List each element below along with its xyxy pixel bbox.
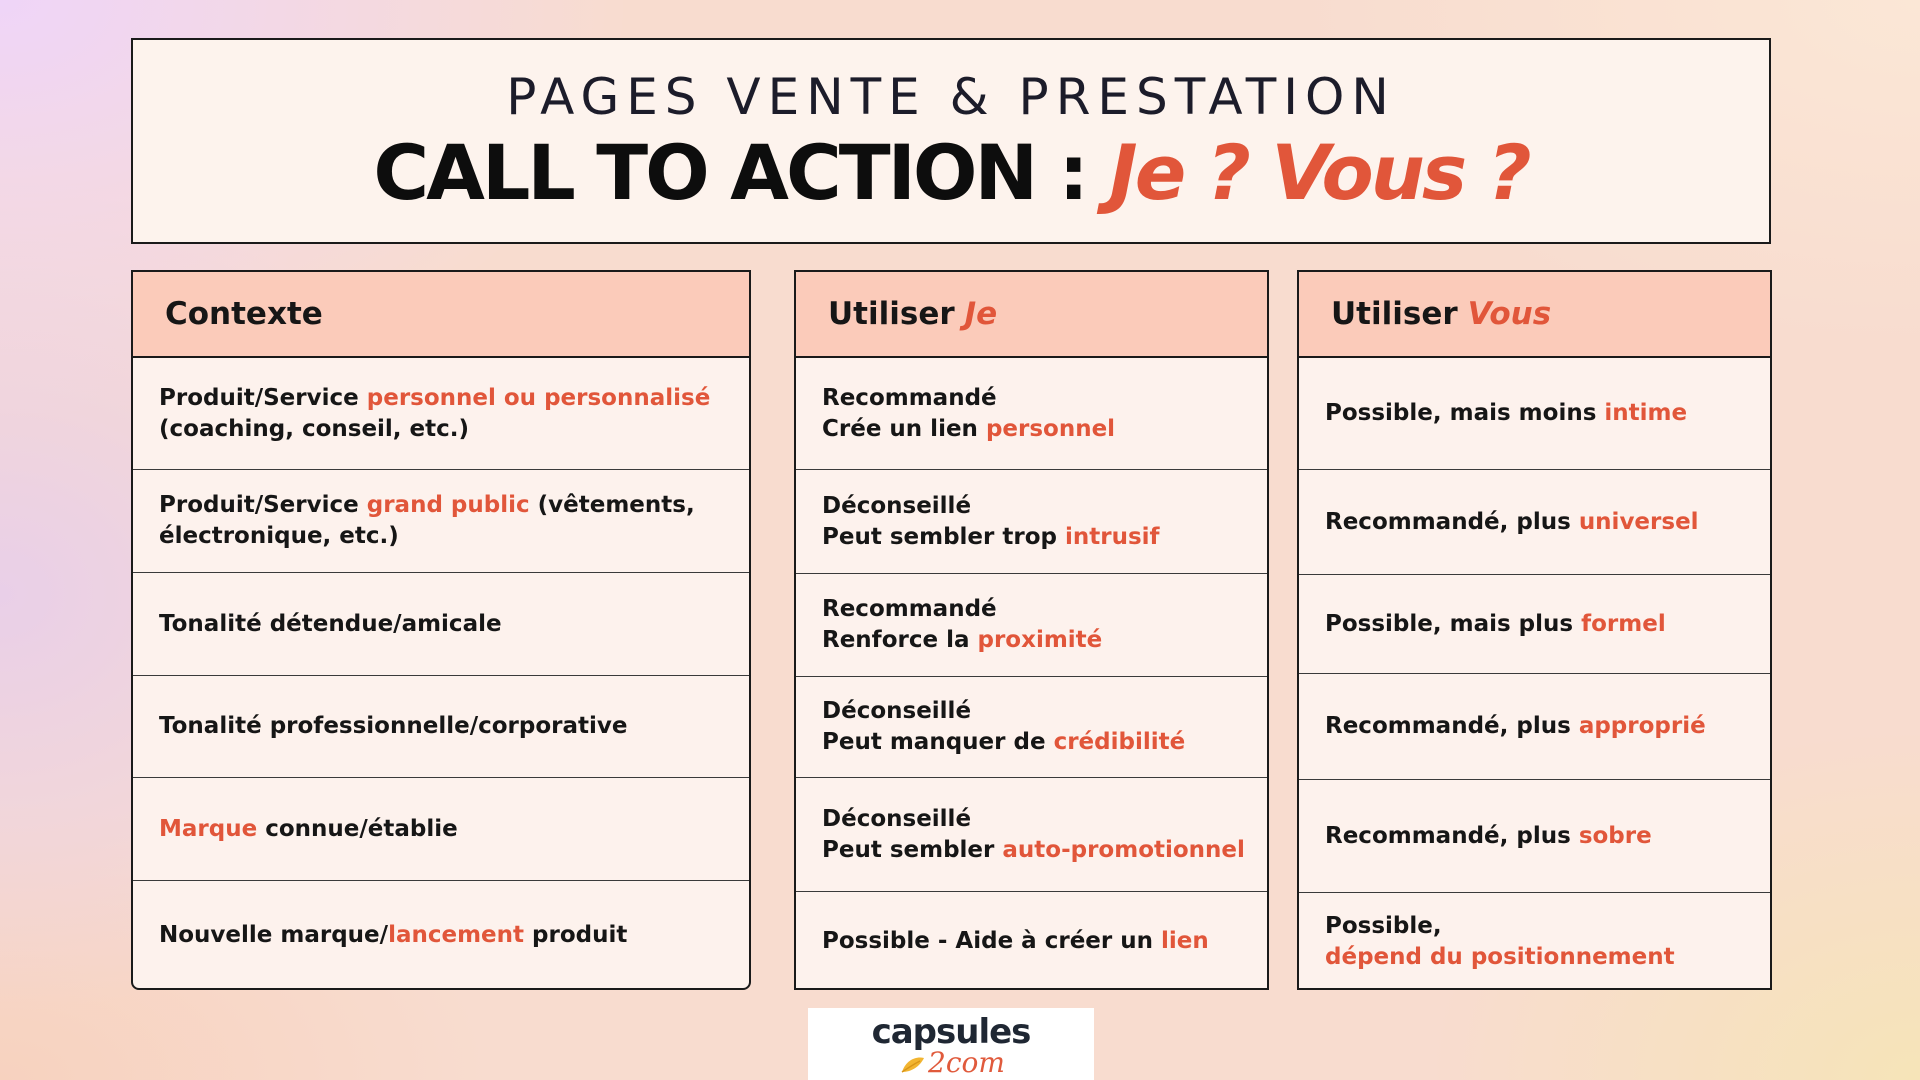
highlight-text: intime	[1604, 400, 1688, 426]
brand-logo	[808, 1008, 1094, 1080]
table-row	[1299, 469, 1770, 574]
row-text-line	[159, 521, 735, 552]
row-text: (coaching, conseil, etc.)	[159, 415, 470, 442]
table-row	[796, 573, 1267, 676]
context-column	[131, 270, 751, 990]
row-text: Recommandé, plus	[1325, 508, 1579, 535]
row-text: Déconseillé	[822, 805, 972, 832]
page-title	[133, 128, 1769, 217]
table-row	[796, 358, 1267, 469]
table-row	[1299, 779, 1770, 892]
row-text-line	[159, 383, 735, 414]
row-text-line	[822, 835, 1253, 866]
row-text: Peut sembler	[822, 836, 1003, 863]
highlight-text: formel	[1581, 610, 1666, 637]
row-text: Produit/Service	[159, 492, 367, 518]
row-text: Renforce la	[822, 627, 978, 653]
title-main: CALL TO ACTION :	[373, 128, 1086, 217]
highlight-text: personnel	[985, 415, 1116, 442]
row-text-line	[159, 920, 735, 951]
row-text-line	[1325, 711, 1756, 742]
row-text: Crée un lien	[822, 415, 986, 442]
row-text: Nouvelle marque/	[159, 922, 389, 948]
table-row	[133, 880, 749, 990]
row-text: Tonalité détendue/amicale	[159, 610, 502, 637]
row-text-line	[822, 491, 1253, 522]
row-text-line	[1325, 609, 1756, 640]
logo-subtext: 2com	[928, 1046, 1005, 1079]
row-text-line	[159, 814, 735, 845]
row-text: Recommandé, plus	[1325, 713, 1579, 739]
logo-wordmark: capsules	[871, 1012, 1031, 1052]
je-column-label: Utiliser	[828, 296, 955, 332]
table-row	[1299, 358, 1770, 469]
context-column-label: Contexte	[165, 296, 323, 332]
highlight-text: grand public	[366, 492, 530, 518]
row-text: Recommandé, plus	[1325, 822, 1579, 849]
row-text: Produit/Service	[159, 384, 367, 411]
table-row	[796, 676, 1267, 777]
row-text-line	[822, 926, 1253, 957]
highlight-text: auto-promotionnel	[1002, 836, 1245, 863]
row-text-line	[1325, 821, 1756, 852]
highlight-text: universel	[1578, 508, 1699, 535]
highlight-text: intrusif	[1065, 523, 1160, 550]
table-row	[133, 675, 749, 777]
row-text: (vêtements,	[529, 492, 695, 518]
row-text: Déconseillé	[822, 492, 972, 519]
row-text: Tonalité professionnelle/corporative	[159, 713, 628, 739]
row-text-line	[822, 804, 1253, 835]
table-row	[796, 891, 1267, 990]
row-text: Déconseillé	[822, 698, 972, 724]
row-text-line	[1325, 507, 1756, 538]
row-text: Recommandé	[822, 596, 997, 622]
row-text-line	[159, 711, 735, 742]
row-text: Possible,	[1325, 912, 1442, 939]
vous-column-label: Utiliser	[1331, 296, 1458, 332]
highlight-text: lien	[1161, 927, 1209, 954]
row-text: produit	[524, 922, 628, 948]
row-text-line	[159, 490, 735, 521]
row-text: Peut sembler trop	[822, 523, 1065, 550]
row-text: Possible, mais moins	[1325, 400, 1605, 426]
row-text-line	[822, 625, 1253, 656]
table-row	[1299, 673, 1770, 779]
row-text: Peut manquer de	[822, 729, 1054, 755]
row-text-line	[159, 609, 735, 640]
row-text: Recommandé	[822, 384, 997, 411]
row-text-line	[822, 414, 1253, 445]
vous-column-label-accent: Vous	[1467, 296, 1552, 332]
row-text-line	[1325, 911, 1756, 942]
row-text-line	[822, 522, 1253, 553]
highlight-text: lancement	[388, 922, 525, 948]
vous-column-header	[1299, 272, 1770, 358]
row-text-line	[822, 594, 1253, 625]
row-text-line	[1325, 942, 1756, 973]
table-row	[796, 469, 1267, 573]
highlight-text: Marque	[159, 815, 258, 842]
table-row	[133, 358, 749, 469]
je-column	[794, 270, 1269, 990]
highlight-text: dépend du positionnement	[1325, 943, 1675, 970]
page-kicker: PAGES VENTE & PRESTATION	[506, 68, 1396, 126]
context-column-header	[133, 272, 749, 358]
table-row	[796, 777, 1267, 891]
row-text-line	[822, 696, 1253, 727]
title-accent: Je ? Vous ?	[1109, 128, 1529, 217]
table-row	[133, 777, 749, 880]
table-row	[1299, 892, 1770, 990]
row-text: connue/établie	[257, 815, 458, 842]
row-text-line	[822, 727, 1253, 758]
row-text: Possible, mais plus	[1325, 610, 1582, 637]
je-column-header	[796, 272, 1267, 358]
table-row	[133, 469, 749, 572]
row-text: électronique, etc.)	[159, 523, 399, 549]
row-text: Possible - Aide à créer un	[822, 927, 1161, 954]
highlight-text: approprié	[1578, 713, 1706, 739]
leaf-icon	[900, 1054, 926, 1076]
table-row	[1299, 574, 1770, 673]
highlight-text: crédibilité	[1053, 729, 1186, 755]
row-text-line	[1325, 398, 1756, 429]
vous-column	[1297, 270, 1772, 990]
je-column-label-accent: Je	[964, 296, 998, 332]
highlight-text: proximité	[977, 627, 1103, 653]
highlight-text: sobre	[1578, 822, 1652, 849]
row-text-line	[159, 414, 735, 445]
highlight-text: personnel ou personnalisé	[366, 384, 711, 411]
table-row	[133, 572, 749, 675]
title-banner	[131, 38, 1771, 244]
row-text-line	[822, 383, 1253, 414]
